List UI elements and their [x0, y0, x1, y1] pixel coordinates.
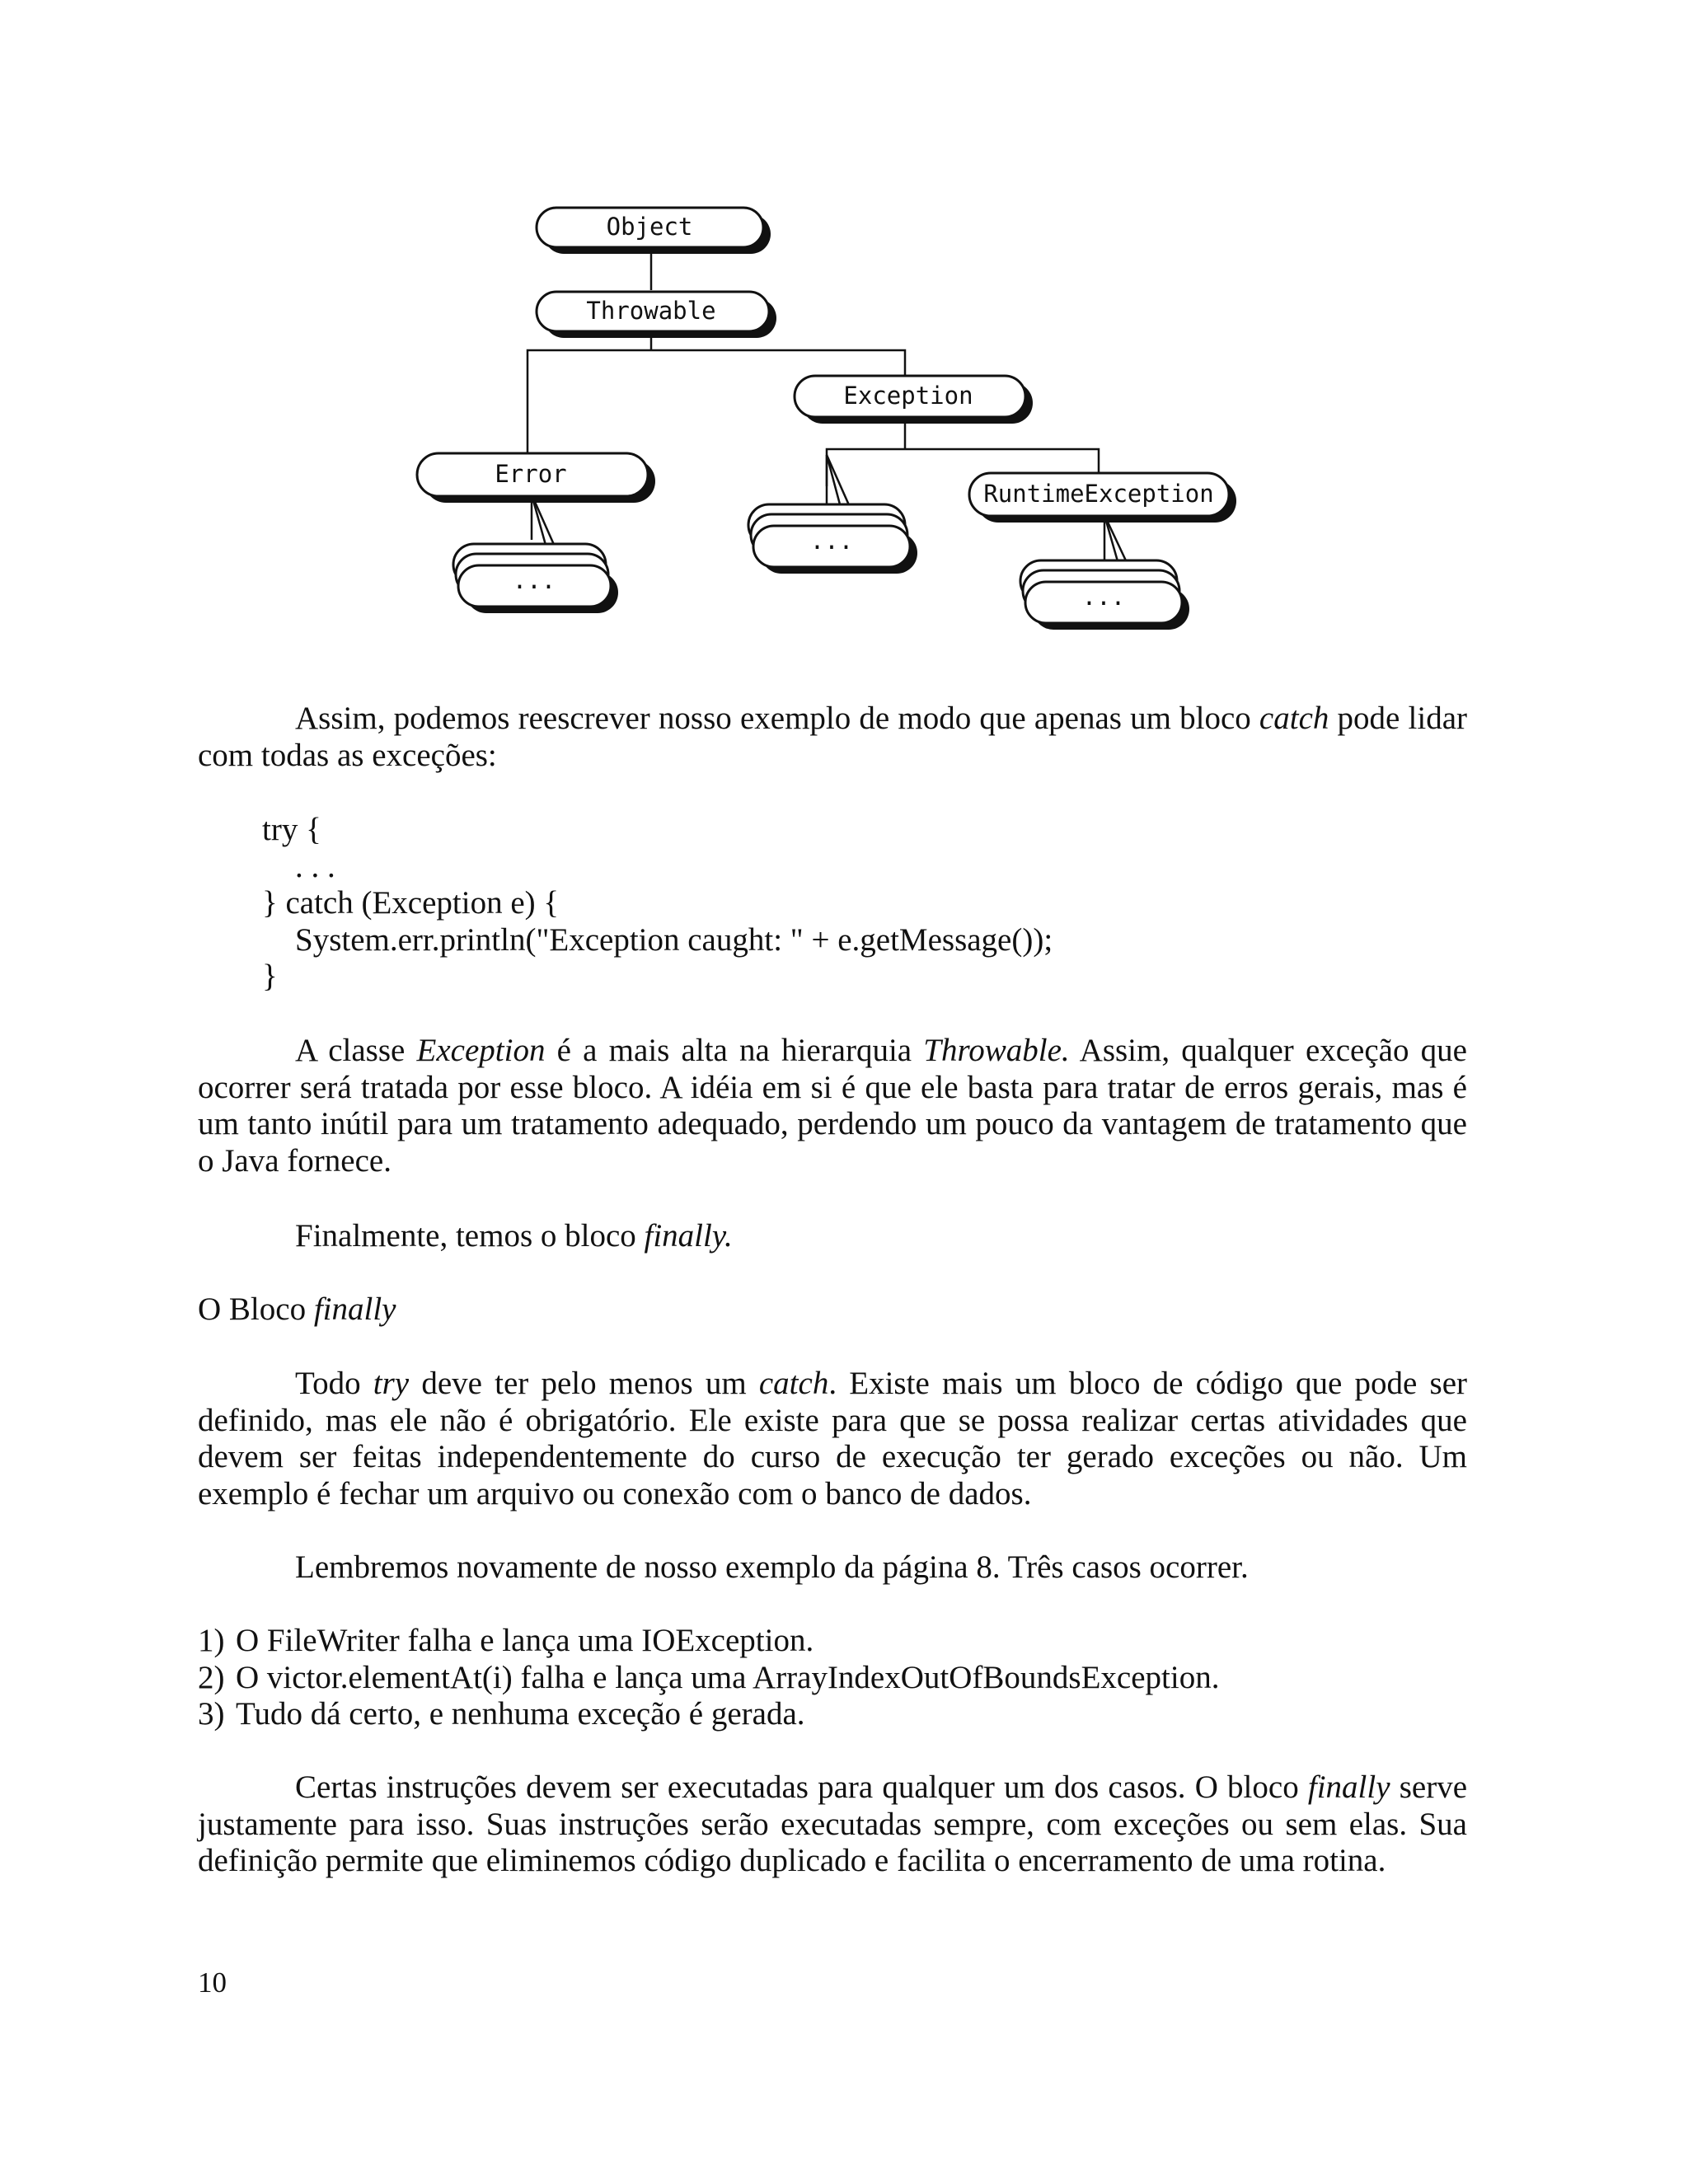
node-exception-subclasses [748, 504, 917, 574]
finally-intro-paragraph [198, 1218, 1467, 1255]
italic-run: Throwable. [923, 1033, 1070, 1068]
node-runtime-subclasses [1020, 560, 1189, 630]
node-error-label: Error [495, 460, 567, 488]
node-runtime-exception [969, 473, 1236, 523]
section-heading [198, 1291, 1467, 1329]
node-exception [795, 376, 1033, 424]
node-error [417, 453, 655, 503]
node-throwable-label: Throwable [586, 297, 716, 325]
exception-paragraph [198, 1033, 1467, 1179]
certas-paragraph [198, 1769, 1467, 1880]
italic-run: finally. [644, 1218, 733, 1254]
list-item [198, 1660, 1219, 1697]
italic-run: Exception [416, 1033, 546, 1068]
node-object [537, 208, 771, 254]
intro-text-after: pode lidar com todas as exceções: [198, 701, 1467, 773]
text-run: A classe [295, 1033, 417, 1068]
text-run: Todo [295, 1366, 373, 1401]
code-line: . . . [295, 849, 335, 884]
node-error-subclasses [453, 544, 618, 613]
text-run: é a mais alta na hierarquia [545, 1033, 924, 1068]
list-item [198, 1623, 814, 1660]
text-run: Finalmente, temos o bloco [295, 1218, 645, 1254]
text-run: . Existe mais um bloco de código que pode ser definido, mas ele não é obrigatório. Ele existe para que se possa realizar certas atividades que devem ser feitas independentemente do curso de execução ter gerado exceções ou não. Um exemplo é fechar um arquivo ou conexão com o banco de dados. [198, 1366, 1467, 1511]
node-runtime-subclasses-label: ... [1081, 583, 1126, 611]
node-object-label: Object [606, 213, 693, 241]
text-run: Assim, qualquer exceção que ocorrer será tratada por esse bloco. A idéia em si é que ele basta para tratar de erros gerais, mas é um tanto inútil para um tratamento adequado, perdendo um pouco da vantagem de tratamento que o Java fornece. [198, 1033, 1467, 1179]
code-line: System.err.println("Exception caught: " + e.getMessage()); [295, 922, 1053, 958]
heading-text: O Bloco [198, 1291, 314, 1327]
heading-italic: finally [313, 1291, 396, 1327]
intro-text: Assim, podemos reescrever nosso exemplo de modo que apenas um bloco [295, 701, 1259, 736]
list-number: 1) [198, 1623, 225, 1658]
page-number: 10 [198, 1966, 227, 1999]
intro-paragraph [198, 701, 1467, 774]
node-error-subclasses-label: ... [512, 566, 556, 594]
node-throwable [537, 292, 776, 338]
italic-run: finally [1307, 1769, 1390, 1805]
node-exception-label: Exception [843, 382, 973, 410]
text-run: Certas instruções devem ser executadas para qualquer um dos casos. O bloco [295, 1769, 1308, 1805]
node-runtime-exception-label: RuntimeException [983, 480, 1214, 508]
italic-run: try [373, 1366, 410, 1401]
list-text: Tudo dá certo, e nenhuma exceção é gerada. [236, 1696, 805, 1732]
text-run: serve justamente para isso. Suas instruções serão executadas sempre, com exceções ou sem elas. Sua definição permite que eliminemos código duplicado e facilita o encerramento de uma rotina. [198, 1769, 1467, 1878]
class-hierarchy-diagram [0, 0, 1688, 659]
list-number: 2) [198, 1660, 225, 1695]
lembremos-paragraph [198, 1549, 1467, 1586]
code-line: try { [262, 812, 321, 847]
list-number: 3) [198, 1696, 225, 1732]
text-run: deve ter pelo menos um [409, 1366, 759, 1401]
node-exception-subclasses-label: ... [809, 527, 854, 555]
list-text: O FileWriter falha e lança uma IOException. [236, 1623, 814, 1658]
list-item [198, 1696, 805, 1733]
list-text: O victor.elementAt(i) falha e lança uma ArrayIndexOutOfBoundsException. [236, 1660, 1220, 1695]
code-line: } catch (Exception e) { [262, 885, 560, 921]
code-line: } [262, 958, 278, 994]
lembremos-text: Lembremos novamente de nosso exemplo da página 8. Três casos ocorrer. [295, 1549, 1249, 1585]
italic-run: catch [758, 1366, 829, 1401]
todo-paragraph [198, 1366, 1467, 1512]
intro-italic: catch [1259, 701, 1329, 736]
